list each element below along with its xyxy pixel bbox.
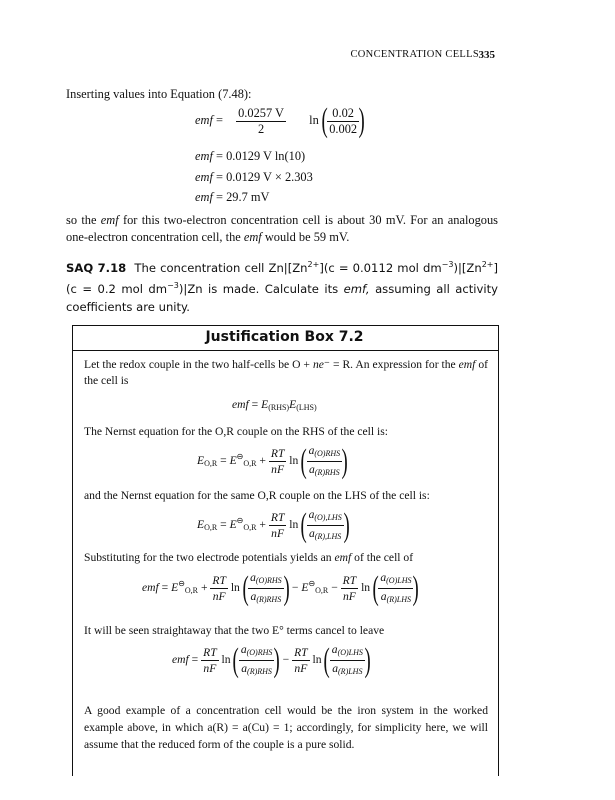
equation-substituted: emf = $E^⊖_{O,R}$ + $\frac{RT}{nF}$ ln ( $\frac{a_{(O)RHS}}{a_{(R)RHS}}$ ) − $E^⊖_{O,R}$ − $\frac{RT}{nF}$ ln ( $\frac{a_{(O)LHS}}{a_{(R)LHS}}$ ) [142, 569, 420, 607]
header-title: CONCENTRATION CELLS [350, 49, 479, 60]
box-paragraph-2: The Nernst equation for the O,R couple on the RHS of the cell is: [84, 425, 388, 438]
argument-numerator: 0.02 [327, 106, 359, 122]
calc-line-1 [195, 104, 364, 138]
running-header [0, 49, 615, 65]
box-paragraph-6: A good example of a concentration cell would be the iron system in the worked example above, in which a(R) = a(Cu) = 1; accordingly, for simplicity here, we will assume that the reduced form of the couple is a pure solid. [84, 704, 488, 751]
calc-value: = 29.7 mV [216, 190, 270, 204]
emf-symbol: emf [195, 149, 213, 163]
equation-emf-definition: emf = $E_{(RHS)}E_{(LHS)}$ [232, 398, 317, 412]
emf-symbol: emf [195, 112, 213, 127]
calc-line-3 [195, 170, 313, 185]
box-paragraph-1: Let the redox couple in the two half-cells be O + ne⁻ = R. An expression for the emf of the cell is [84, 358, 488, 387]
box-paragraph-3: and the Nernst equation for the same O,R couple on the LHS of the cell is: [84, 489, 430, 502]
right-paren: ) [358, 102, 365, 139]
ln-argument [327, 106, 359, 137]
box-paragraph-5: It will be seen straightaway that the two E° terms cancel to leave [84, 624, 385, 637]
intro-text: Inserting values into Equation (7.48): [66, 87, 252, 101]
page-number: 335 [478, 49, 495, 61]
calc-line-4 [195, 190, 269, 205]
equation-final: emf = $\frac{RT}{nF}$ ln ( $\frac{a_{(O)RHS}}{a_{(R)RHS}}$ ) − $\frac{RT}{nF}$ ln ( $\frac{a_{(O)LHS}}{a_{(R)LHS}}$ ) [172, 641, 371, 679]
equation-nernst-rhs: $E_{O,R} = E^⊖_{O,R}$ + $\frac{RT}{nF}$ ln ( $\frac{a_{(O)RHS}}{a_{(R)RHS}}$ ) [197, 442, 348, 480]
saq-label: SAQ 7.18 [66, 260, 127, 275]
argument-denominator: 0.002 [329, 121, 358, 136]
fraction [236, 106, 286, 137]
box-paragraph-4: Substituting for the two electrode potentials yields an emf of the cell of [84, 551, 414, 564]
fraction-denominator: 2 [257, 121, 265, 136]
calc-line-2 [195, 149, 305, 164]
calc-value: = 0.0129 V ln(10) [216, 149, 306, 163]
ln-symbol: ln [309, 112, 319, 127]
box-title: Justification Box 7.2 [205, 329, 364, 345]
emf-symbol: emf [195, 190, 213, 204]
equals-sign: = [216, 112, 223, 127]
calc-value: = 0.0129 V × 2.303 [216, 170, 313, 184]
left-paren: ( [321, 102, 328, 139]
conclusion-paragraph: so the emf for this two-electron concentration cell is about 30 mV. For an analogous one-electron concentration cell, the emf would be 59 mV. [66, 213, 498, 244]
saq-question: SAQ 7.18 The concentration cell $Zn|[Zn^{2+}](c = 0.0112$ mol $dm^{-3})|[Zn^{2+}] (c = 0.2$ mol $dm^{-3})|Zn$ is made. Calculate its emf, assuming all activity coefficients are unity. [66, 260, 499, 314]
box-title-rule [72, 350, 498, 351]
fraction-numerator: 0.0257 V [238, 105, 285, 120]
emf-symbol: emf [195, 170, 213, 184]
equation-nernst-lhs: $E_{O,R} = E^⊖_{O,R}$ + $\frac{RT}{nF}$ ln ( $\frac{a_{(O),LHS}}{a_{(R),LHS}}$ ) [197, 506, 350, 544]
